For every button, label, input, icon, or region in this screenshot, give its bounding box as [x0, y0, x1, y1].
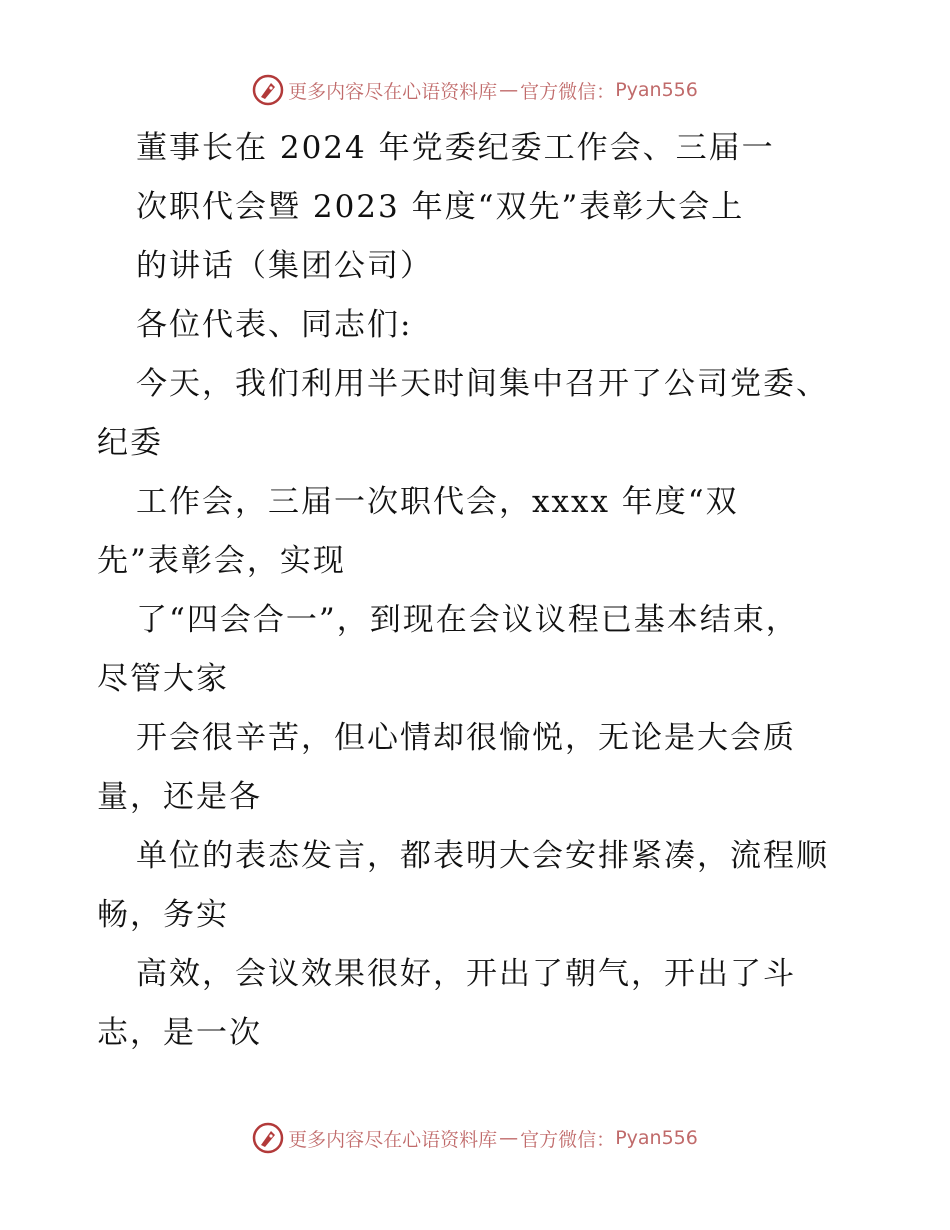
- body-line: 单位的表态发言，都表明大会安排紧凑，流程顺: [136, 838, 829, 874]
- watermark-separator: —: [499, 79, 519, 101]
- watermark-handle: Pyan556: [615, 79, 698, 101]
- watermark-label: 官方微信：: [520, 80, 616, 103]
- body-line: 畅，务实: [97, 897, 229, 933]
- watermark-text: 更多内容尽在心语资料库: [288, 80, 498, 103]
- title-line: 的讲话（集团公司）: [136, 248, 433, 284]
- body-line: 量，还是各: [97, 779, 262, 815]
- title-line: 次职代会暨 2023 年度“双先”表彰大会上: [136, 189, 745, 225]
- watermark-label: 官方微信：: [520, 1128, 616, 1151]
- body-line: 工作会，三届一次职代会，xxxx 年度“双: [136, 484, 739, 520]
- body-line: 开会很辛苦，但心情却很愉悦，无论是大会质: [136, 720, 796, 756]
- footer-watermark: [0, 1118, 950, 1158]
- watermark-separator: —: [499, 1127, 519, 1149]
- watermark-text: 更多内容尽在心语资料库: [288, 1128, 498, 1151]
- title-line: 董事长在 2024 年党委纪委工作会、三届一: [136, 130, 775, 166]
- pen-nib-logo-icon: [252, 1122, 284, 1154]
- body-line: 高效，会议效果很好，开出了朝气，开出了斗: [136, 956, 796, 992]
- body-line: 纪委: [97, 425, 163, 461]
- body-line: 今天，我们利用半天时间集中召开了公司党委、: [136, 366, 829, 402]
- body-line: 先”表彰会，实现: [97, 543, 346, 579]
- body-line: 尽管大家: [97, 661, 229, 697]
- body-line: 志，是一次: [97, 1015, 262, 1051]
- salutation: 各位代表、同志们:: [136, 307, 413, 343]
- body-line: 了“四会合一”，到现在会议议程已基本结束，: [136, 602, 799, 638]
- watermark-handle: Pyan556: [615, 1127, 698, 1149]
